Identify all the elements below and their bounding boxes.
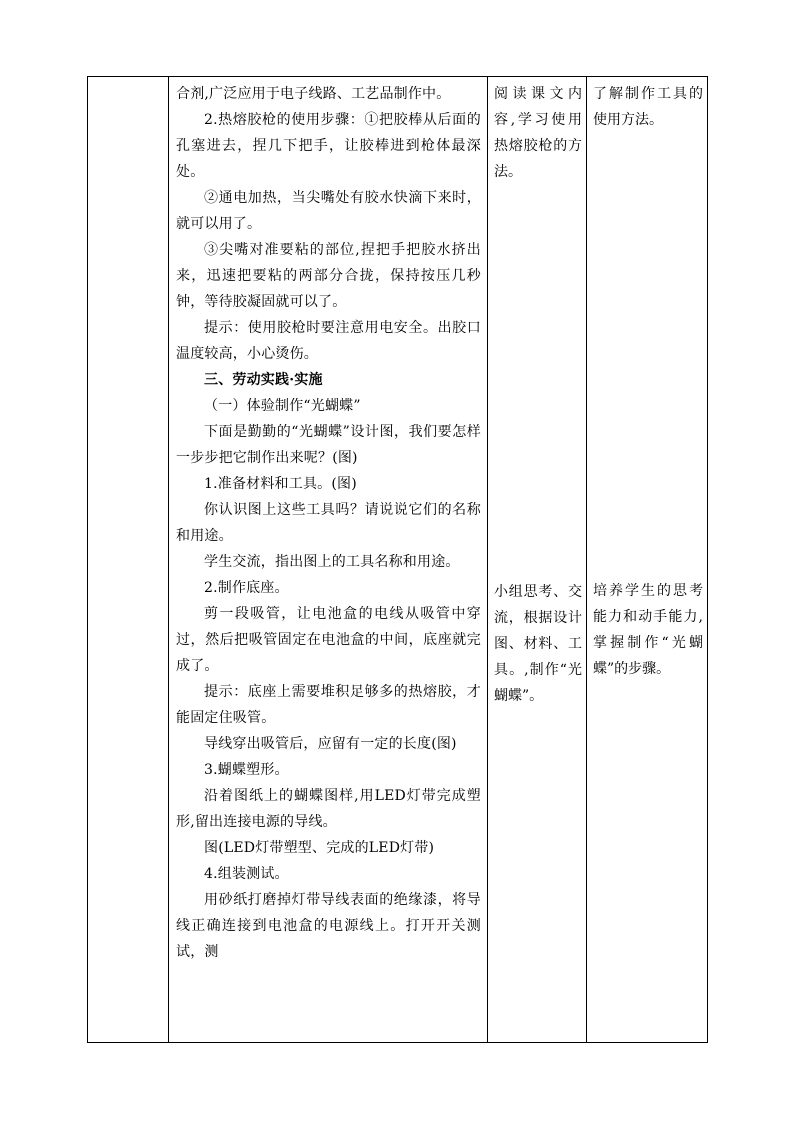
student-activity-text: 小组思考、交流，根据设计图、材料、工具。,制作“光蝴蝶”。 [494, 584, 582, 704]
table-row [88, 77, 708, 1043]
content-paragraph: 4.组装测试。 [204, 866, 289, 882]
teaching-content [169, 77, 487, 965]
student-activity-cell [488, 77, 587, 1043]
content-paragraph: （一）体验制作“光蝴蝶” [204, 398, 361, 414]
student-activity [488, 81, 586, 709]
design-intent [587, 81, 707, 682]
content-paragraph: ③尖嘴对准要粘的部位,捏把手把胶水挤出来，迅速把要粘的两部分合拢，保持按压几秒钟，等待胶凝固就可以了。 [176, 242, 481, 310]
design-intent-cell [587, 77, 708, 1043]
content-paragraph: 1.准备材料和工具。(图) [204, 476, 357, 492]
content-paragraph: 你认识图上这些工具吗？请说说它们的名称和用途。 [176, 502, 481, 544]
content-paragraph: 2.热熔胶枪的使用步骤：①把胶棒从后面的孔塞进去，捏几下把手，让胶棒进到枪体最深处。 [176, 112, 481, 180]
content-paragraph: 图(LED灯带塑型、完成的LED灯带) [204, 840, 435, 856]
segment-column-cell [88, 77, 169, 1043]
content-paragraph: 2.制作底座。 [204, 580, 289, 596]
teaching-content-cell [169, 77, 488, 1043]
student-activity-text: 阅读课文内容,学习使用热熔胶枪的方法。 [494, 86, 582, 180]
content-paragraph: 沿着图纸上的蝴蝶图样,用LED灯带完成塑形,留出连接电源的导线。 [176, 788, 481, 830]
content-paragraph: 合剂,广泛应用于电子线路、工艺品制作中。 [176, 86, 451, 102]
content-paragraph: 下面是勤勤的“光蝴蝶”设计图，我们要怎样一步步把它制作出来呢？(图) [176, 424, 481, 466]
content-paragraph: 提示：使用胶枪时要注意用电安全。出胶口温度较高，小心烫伤。 [176, 320, 481, 362]
section-heading: 三、劳动实践·实施 [204, 372, 323, 388]
design-intent-text: 培养学生的思考能力和动手能力,掌握制作“光蝴蝶”的步骤。 [593, 583, 703, 677]
content-paragraph: 学生交流，指出图上的工具名称和用途。 [204, 554, 460, 570]
content-paragraph: 用砂纸打磨掉灯带导线表面的绝缘漆，将导线正确连接到电池盒的电源线上。打开开关测试，测 [176, 892, 481, 960]
lesson-plan-table [87, 76, 708, 1043]
content-paragraph: 3.蝴蝶塑形。 [204, 762, 289, 778]
design-intent-text: 了解制作工具的使用方法。 [593, 86, 703, 128]
content-paragraph: 导线穿出吸管后，应留有一定的长度(图) [204, 736, 457, 752]
content-paragraph: 提示：底座上需要堆积足够多的热熔胶，才能固定住吸管。 [176, 684, 481, 726]
content-paragraph: 剪一段吸管，让电池盒的电线从吸管中穿过，然后把吸管固定在电池盒的中间，底座就完成了。 [176, 606, 481, 674]
content-paragraph: ②通电加热，当尖嘴处有胶水快滴下来时，就可以用了。 [176, 190, 481, 232]
